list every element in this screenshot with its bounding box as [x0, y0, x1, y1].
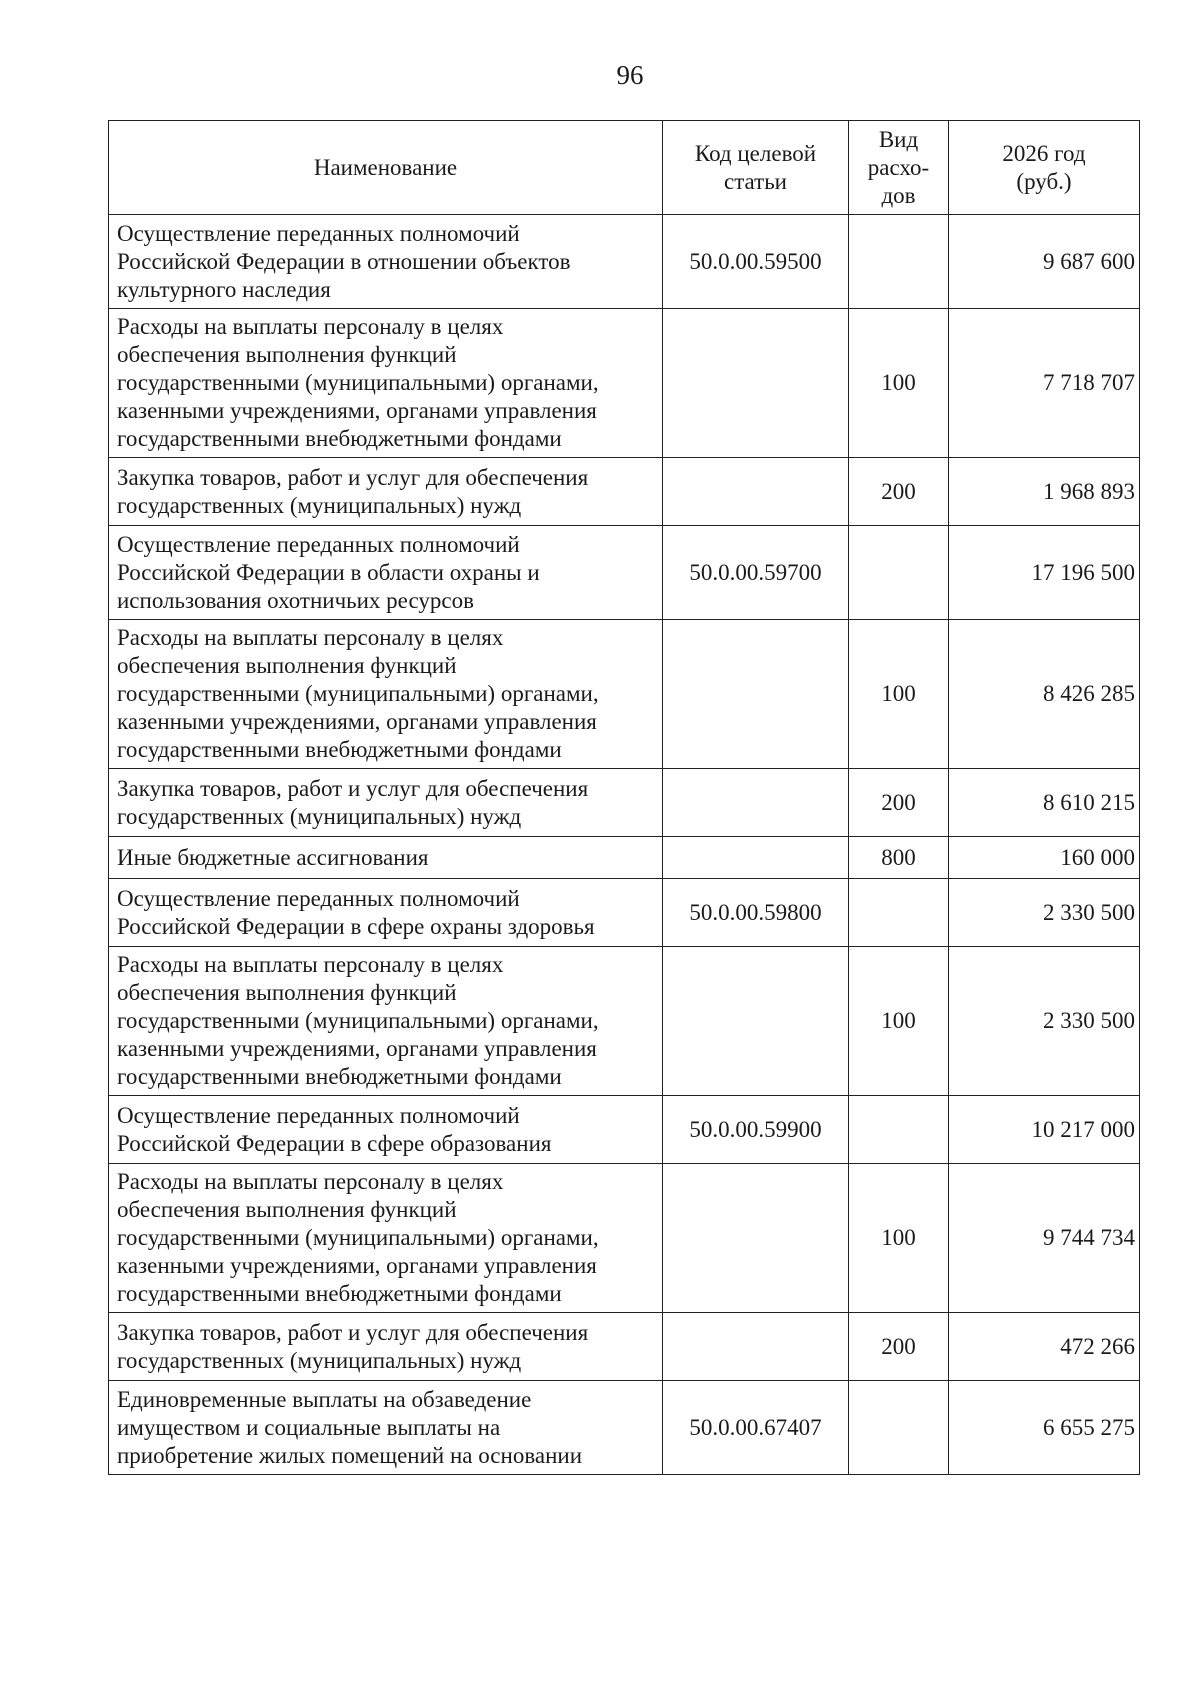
row-type	[849, 526, 949, 620]
row-code: 50.0.00.67407	[663, 1381, 849, 1475]
row-amount: 2 330 500	[949, 947, 1140, 1096]
row-code: 50.0.00.59800	[663, 879, 849, 947]
row-code	[663, 458, 849, 526]
row-amount: 160 000	[949, 837, 1140, 879]
row-amount: 10 217 000	[949, 1096, 1140, 1164]
row-name: Единовременные выплаты на обзаведение имуществом и социальные выплаты на приобретение жилых помещений на основании	[109, 1381, 663, 1475]
row-amount: 9 744 734	[949, 1164, 1140, 1313]
row-amount: 9 687 600	[949, 215, 1140, 309]
row-name: Иные бюджетные ассигнования	[109, 837, 663, 879]
header-amount: 2026 год (руб.)	[949, 121, 1140, 215]
row-code: 50.0.00.59500	[663, 215, 849, 309]
row-amount: 8 610 215	[949, 769, 1140, 837]
row-name: Закупка товаров, работ и услуг для обеспечения государственных (муниципальных) нужд	[109, 769, 663, 837]
table-row	[109, 1381, 1140, 1475]
header-name: Наименование	[109, 121, 663, 215]
row-name: Осуществление переданных полномочий Российской Федерации в отношении объектов культурного наследия	[109, 215, 663, 309]
table-header-row	[109, 121, 1140, 215]
table-row	[109, 879, 1140, 947]
row-code	[663, 947, 849, 1096]
row-type	[849, 879, 949, 947]
row-name: Расходы на выплаты персоналу в целях обеспечения выполнения функций государственными (муниципальными) органами, казенными учреждениями, органами управления государственными внебюджетными фондами	[109, 309, 663, 458]
table-row	[109, 1096, 1140, 1164]
row-type	[849, 215, 949, 309]
budget-table	[108, 120, 1140, 1475]
table-row	[109, 620, 1140, 769]
row-code: 50.0.00.59700	[663, 526, 849, 620]
table-row	[109, 947, 1140, 1096]
table-row	[109, 458, 1140, 526]
header-type: Вид расхо- дов	[849, 121, 949, 215]
row-type: 100	[849, 620, 949, 769]
row-code: 50.0.00.59900	[663, 1096, 849, 1164]
row-type	[849, 1096, 949, 1164]
row-type: 100	[849, 1164, 949, 1313]
row-type	[849, 1381, 949, 1475]
row-code	[663, 1164, 849, 1313]
row-type: 100	[849, 947, 949, 1096]
table-row	[109, 769, 1140, 837]
table-row	[109, 837, 1140, 879]
row-name: Осуществление переданных полномочий Российской Федерации в сфере образования	[109, 1096, 663, 1164]
row-amount: 7 718 707	[949, 309, 1140, 458]
row-amount: 1 968 893	[949, 458, 1140, 526]
row-name: Расходы на выплаты персоналу в целях обеспечения выполнения функций государственными (муниципальными) органами, казенными учреждениями, органами управления государственными внебюджетными фондами	[109, 947, 663, 1096]
table-row	[109, 309, 1140, 458]
row-type: 200	[849, 1313, 949, 1381]
row-type: 100	[849, 309, 949, 458]
page-number: 96	[616, 60, 644, 90]
table-body	[109, 215, 1140, 1475]
row-amount: 2 330 500	[949, 879, 1140, 947]
table-row	[109, 1164, 1140, 1313]
header-code: Код целевой статьи	[663, 121, 849, 215]
row-amount: 17 196 500	[949, 526, 1140, 620]
row-name: Осуществление переданных полномочий Российской Федерации в области охраны и использования охотничьих ресурсов	[109, 526, 663, 620]
row-code	[663, 309, 849, 458]
row-name: Расходы на выплаты персоналу в целях обеспечения выполнения функций государственными (муниципальными) органами, казенными учреждениями, органами управления государственными внебюджетными фондами	[109, 620, 663, 769]
table-row	[109, 526, 1140, 620]
row-name: Закупка товаров, работ и услуг для обеспечения государственных (муниципальных) нужд	[109, 1313, 663, 1381]
row-name: Расходы на выплаты персоналу в целях обеспечения выполнения функций государственными (муниципальными) органами, казенными учреждениями, органами управления государственными внебюджетными фондами	[109, 1164, 663, 1313]
row-name: Закупка товаров, работ и услуг для обеспечения государственных (муниципальных) нужд	[109, 458, 663, 526]
row-amount: 472 266	[949, 1313, 1140, 1381]
row-type: 200	[849, 769, 949, 837]
row-type: 800	[849, 837, 949, 879]
row-code	[663, 837, 849, 879]
row-type: 200	[849, 458, 949, 526]
table-row	[109, 215, 1140, 309]
table-row	[109, 1313, 1140, 1381]
row-code	[663, 1313, 849, 1381]
row-code	[663, 620, 849, 769]
row-amount: 6 655 275	[949, 1381, 1140, 1475]
row-code	[663, 769, 849, 837]
row-amount: 8 426 285	[949, 620, 1140, 769]
row-name: Осуществление переданных полномочий Российской Федерации в сфере охраны здоровья	[109, 879, 663, 947]
